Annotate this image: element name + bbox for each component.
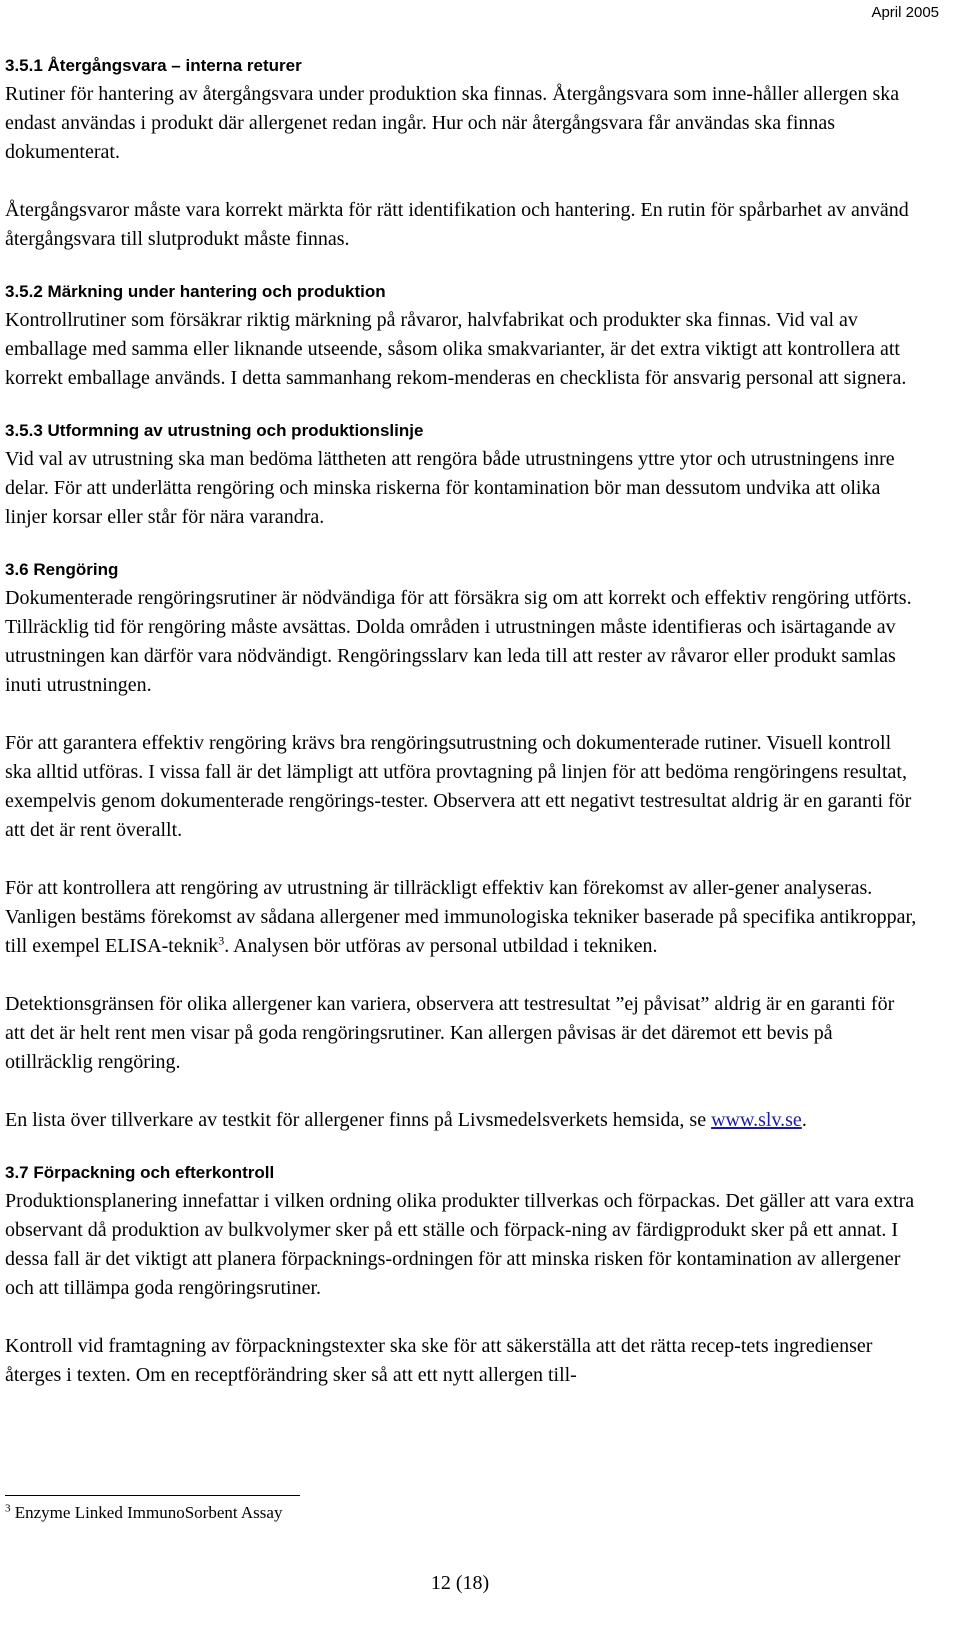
paragraph: För att garantera effektiv rengöring krävs bra rengöringsutrustning och dokumenterade rutiner. Visuell kontroll ska alltid utföras. I vissa fall är det lämpligt att utföra provtagning på linjen för att bedöma rengöringens resultat, exempelvis genom dokumenterade rengörings-tester. Observera att ett negativt testresultat aldrig är en garanti för att det är rent överallt. (5, 732, 912, 841)
paragraph: Detektionsgränsen för olika allergener kan variera, observera att testresultat ”ej påvisat” aldrig är en garanti för att det är helt rent men visar på goda rengöringsrutiner. Kan allergen påvisas är det däremot ett bevis på otillräcklig rengöring. (5, 993, 895, 1073)
paragraph-text: . Analysen bör utföras av personal utbildad i tekniken. (224, 935, 658, 957)
document-body (5, 52, 917, 1390)
section-heading-3-7: 3.7 Förpackning och efterkontroll (5, 1163, 275, 1182)
paragraph-text: En lista över tillverkare av testkit för allergener finns på Livsmedelsverkets hemsida, se (5, 1109, 712, 1131)
footnote-divider (5, 1495, 300, 1496)
page-date: April 2005 (871, 4, 939, 21)
section-heading-3-5-1: 3.5.1 Återgångsvara – interna returer (5, 56, 302, 75)
section-heading-3-5-3: 3.5.3 Utformning av utrustning och produktionslinje (5, 421, 424, 440)
paragraph: Vid val av utrustning ska man bedöma lättheten att rengöra både utrustningens yttre ytor och utrustningens inre delar. För att underlätta rengöring och minska riskerna för kontamination bör man dessutom undvika att olika linjer korsar eller står för nära varandra. (5, 448, 895, 528)
page-number: 12 (18) (430, 1572, 490, 1594)
footnote (5, 1503, 282, 1523)
footnote-reference[interactable]: 3 (218, 933, 225, 948)
paragraph: Kontrollrutiner som försäkrar riktig märkning på råvaror, halvfabrikat och produkter ska finnas. Vid val av emballage med samma eller liknande utseende, såsom olika smakvarianter, är det extra viktigt att kontrollera att korrekt emballage används. I detta sammanhang rekom-menderas en checklista för ansvarig personal att signera. (5, 309, 907, 389)
paragraph: Produktionsplanering innefattar i vilken ordning olika produkter tillverkas och förpackas. Det gäller att vara extra observant då produktion av bulkvolymer sker på ett ställe och förpack-ning av färdigprodukt sker på ett annat. I dessa fall är det viktigt att planera förpacknings-ordningen för att minska risken för kontamination av allergener och att tillämpa goda rengöringsrutiner. (5, 1190, 915, 1299)
section-heading-3-5-2: 3.5.2 Märkning under hantering och produktion (5, 282, 386, 301)
slv-website-link[interactable]: www.slv.se (711, 1109, 802, 1131)
paragraph: Kontroll vid framtagning av förpackningstexter ska ske för att säkerställa att det rätta recep-tets ingredienser återges i texten. Om en receptförändring sker så att ett nytt allergen till- (5, 1335, 873, 1386)
section-heading-3-6: 3.6 Rengöring (5, 560, 119, 579)
paragraph (5, 1106, 917, 1135)
paragraph: Återgångsvaror måste vara korrekt märkta för rätt identifikation och hantering. En rutin för spårbarhet av använd återgångsvara till slutprodukt måste finnas. (5, 199, 909, 250)
paragraph-text: För att kontrollera att rengöring av utrustning är tillräckligt effektiv kan förekomst av aller-gener analyseras. Vanligen bestäms förekomst av sådana allergener med immunologiska tekniker baserade på specifika antikroppar, till exempel ELISA-teknik (5, 877, 917, 957)
footnote-text: Enzyme Linked ImmunoSorbent Assay (14, 1503, 283, 1522)
paragraph: Dokumenterade rengöringsrutiner är nödvändiga för att försäkra sig om att korrekt och effektiv rengöring utförts. Tillräcklig tid för rengöring måste avsättas. Dolda områden i utrustningen måste identifieras och isärtagande av utrustningen kan därför vara nödvändigt. Rengöringsslarv kan leda till att rester av råvaror eller produkt samlas inuti utrustningen. (5, 587, 912, 696)
paragraph: Rutiner för hantering av återgångsvara under produktion ska finnas. Återgångsvara som inne-håller allergen ska endast användas i produkt där allergenet redan ingår. Hur och när återgångsvara får användas ska finnas dokumenterat. (5, 83, 900, 163)
footnote-number: 3 (5, 1502, 11, 1515)
paragraph (5, 874, 917, 961)
paragraph-text: . (801, 1109, 807, 1131)
